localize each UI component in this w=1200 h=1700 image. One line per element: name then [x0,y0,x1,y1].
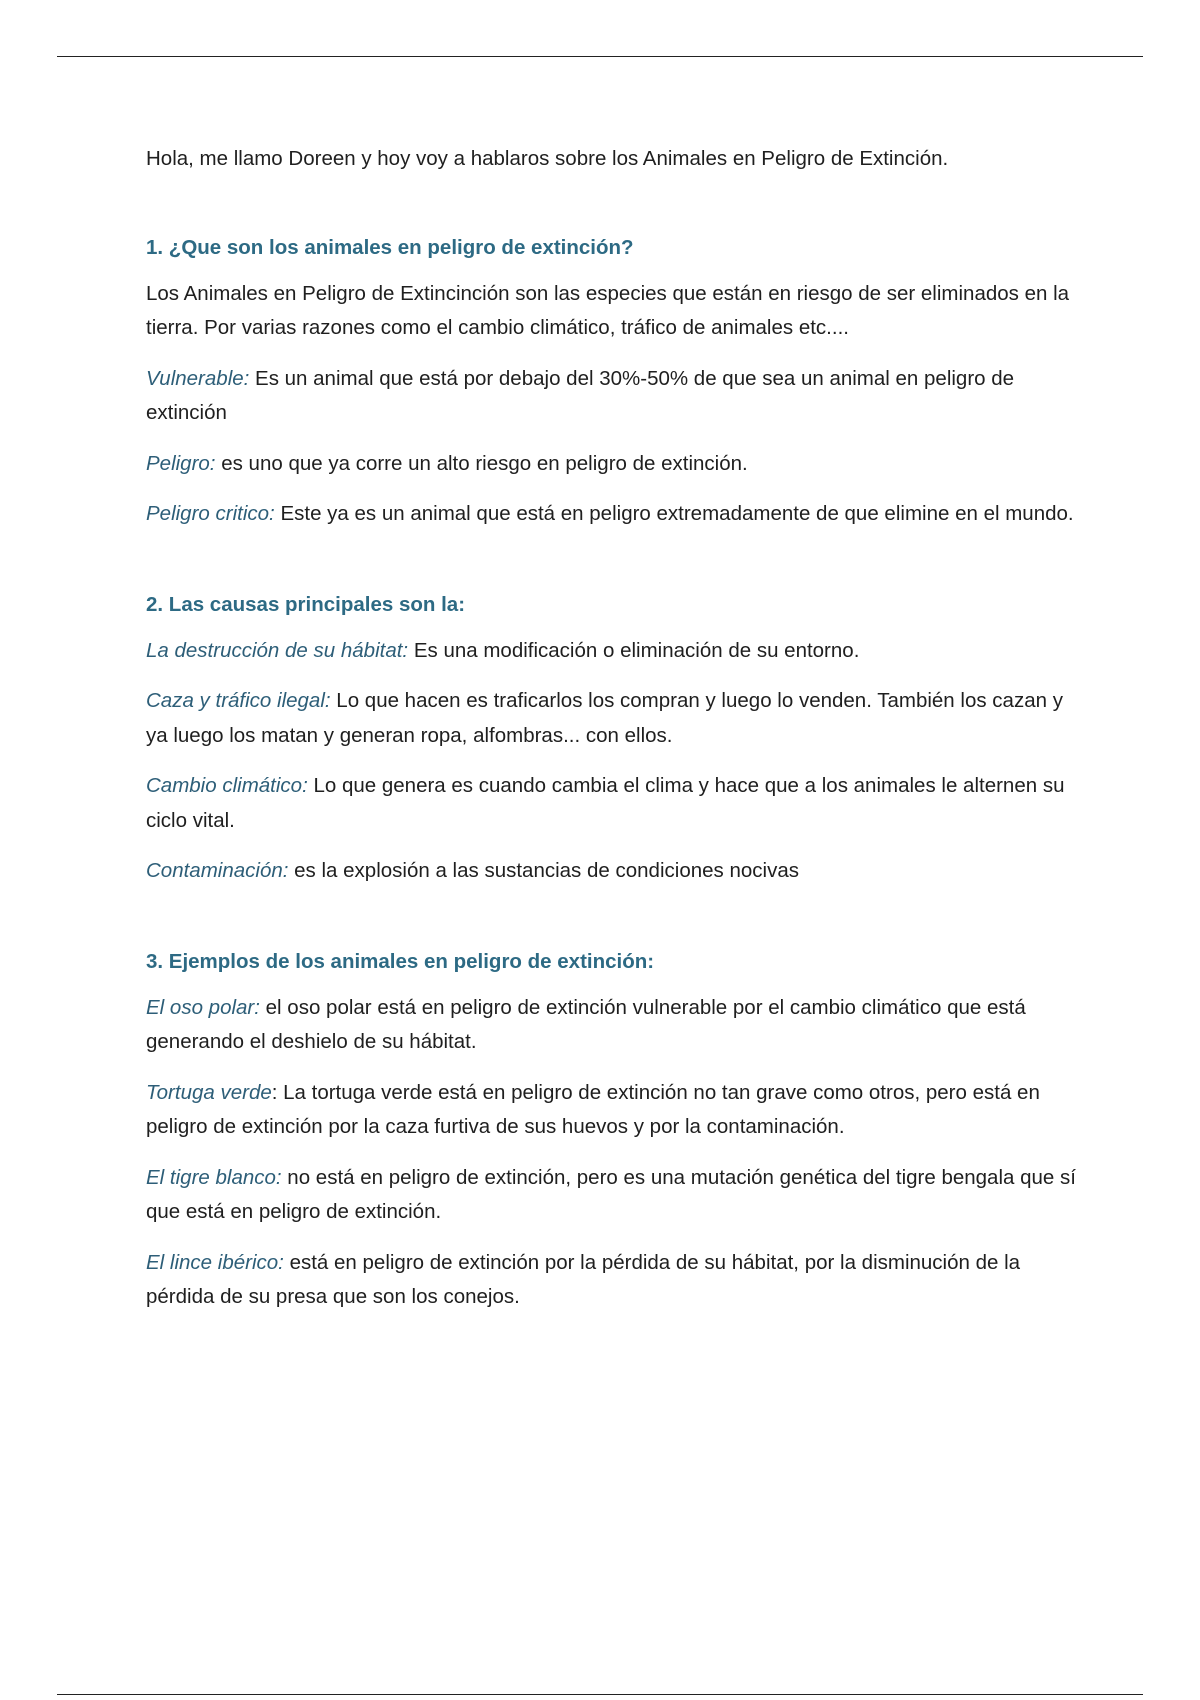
paragraph-text: es la explosión a las sustancias de condiciones nocivas [288,859,799,882]
section-examples [146,945,1076,1315]
term-label: Peligro: [146,451,216,475]
paragraph-text: : La tortuga verde está en peligro de extinción no tan grave como otros, pero está en peligro de extinción por la caza furtiva de sus huevos y por la contaminación. [146,1080,1040,1138]
paragraph-text: no está en peligro de extinción, pero es una mutación genética del tigre bengala que sí que está en peligro de extinción. [146,1165,1076,1223]
term-label: Peligro critico: [146,502,275,525]
paragraph-text: Lo que hacen es traficarlos los compran y luego lo venden. También los cazan y ya luego los matan y generan ropa, alfombras... con ellos. [146,689,1063,747]
section-causes [146,588,1076,889]
section-heading: 3. Ejemplos de los animales en peligro de extinción: [146,949,655,973]
paragraph-text: Lo que genera es cuando cambia el clima y hace que a los animales le alternen su ciclo vital. [146,774,1065,832]
term-label: Vulnerable: [146,366,250,390]
term-label: Contaminación: [146,859,289,882]
example-green-turtle [146,1076,1076,1145]
paragraph-text: está en peligro de extinción por la pérdida de su hábitat, por la disminución de la pérdida de su presa que son los conejos. [146,1250,1021,1308]
example-polar-bear [146,991,1076,1060]
term-label: El lince ibérico: [146,1250,284,1274]
term-label: La destrucción de su hábitat: [146,638,409,662]
cause-hunting [146,684,1076,753]
term-label: Tortuga verde [146,1080,272,1104]
cause-pollution [146,854,1076,889]
section-heading: 1. ¿Que son los animales en peligro de extinción? [146,235,634,259]
category-peligro [146,447,1076,482]
cause-climate [146,769,1076,838]
intro-paragraph: Hola, me llamo Doreen y hoy voy a hablaros sobre los Animales en Peligro de Extinción. [146,147,949,170]
header-rule [57,56,1143,57]
footer-rule [57,1694,1143,1695]
example-white-tiger [146,1161,1076,1230]
example-iberian-lynx [146,1246,1076,1315]
cause-habitat [146,634,1076,669]
document-body [146,142,1076,1315]
category-vulnerable [146,362,1076,431]
paragraph-text: Es un animal que está por debajo del 30%-50% de que sea un animal en peligro de extinción [146,366,1015,424]
definition-paragraph [146,277,1076,346]
paragraph-text: es uno que ya corre un alto riesgo en peligro de extinción. [215,451,748,475]
paragraph-text: Es una modificación o eliminación de su entorno. [408,638,860,662]
paragraph-text: el oso polar está en peligro de extinción vulnerable por el cambio climático que está generando el deshielo de su hábitat. [146,995,1026,1053]
section-what-are [146,231,1076,532]
term-label: Caza y tráfico ilegal: [146,689,331,712]
category-peligro-critico [146,497,1076,532]
term-label: Cambio climático: [146,774,308,797]
term-label: El oso polar: [146,995,260,1019]
paragraph-text: Este ya es un animal que está en peligro extremadamente de que elimine en el mundo. [274,502,1074,525]
paragraph-text: Los Animales en Peligro de Extincinción son las especies que están en riesgo de ser eliminados en la tierra. Por varias razones como el cambio climático, tráfico de animales etc.... [146,281,1070,339]
section-heading: 2. Las causas principales son la: [146,592,466,616]
term-label: El tigre blanco: [146,1165,282,1189]
